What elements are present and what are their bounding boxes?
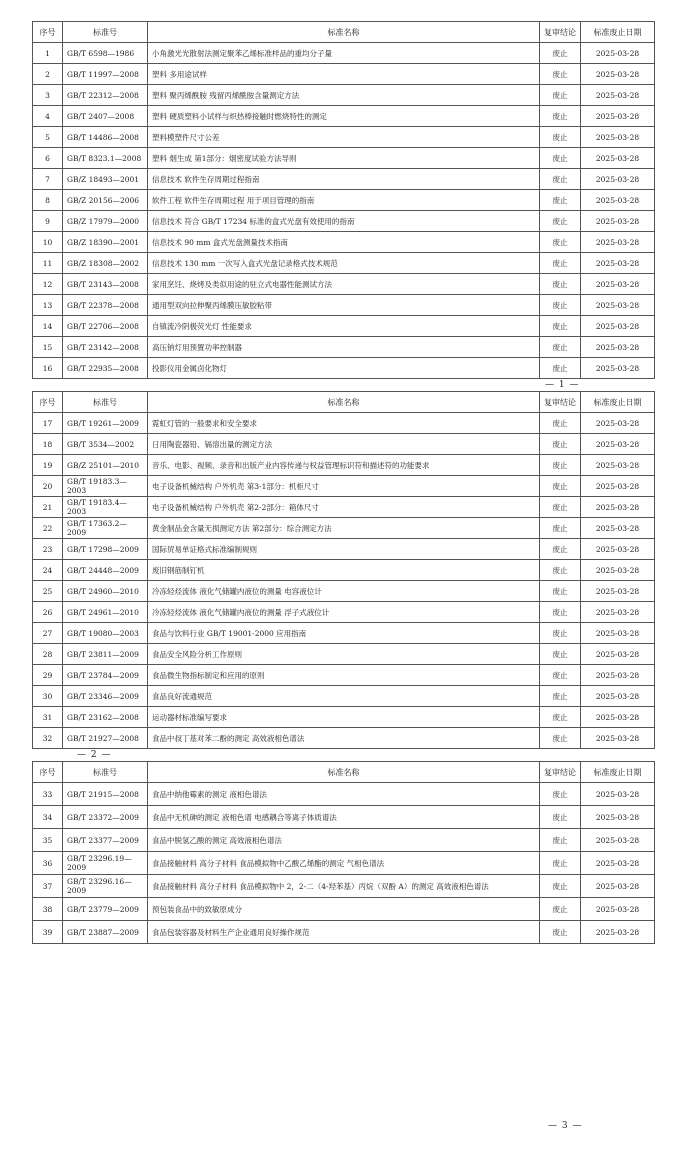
cell-standard-name: 信息技术 90 mm 盒式光盘测量技术指南 [148,232,540,253]
cell-review-conclusion: 废止 [540,64,581,85]
cell-standard-name: 食品微生物指标制定和应用的原则 [148,665,540,686]
cell-abolish-date: 2025-03-28 [581,539,655,560]
header-seq: 序号 [33,22,63,43]
cell-seq: 13 [33,295,63,316]
cell-abolish-date: 2025-03-28 [581,85,655,106]
cell-standard-name: 投影仪用金属卤化物灯 [148,358,540,379]
cell-seq: 18 [33,434,63,455]
cell-review-conclusion: 废止 [540,295,581,316]
cell-seq: 15 [33,337,63,358]
table-row [33,358,655,379]
table-row [33,211,655,232]
cell-abolish-date: 2025-03-28 [581,232,655,253]
cell-review-conclusion: 废止 [540,169,581,190]
page-number: — 2 — [77,750,112,760]
cell-standard-name: 废旧钢筋制钉机 [148,560,540,581]
header-standard-name: 标准名称 [148,762,540,783]
cell-seq: 20 [33,476,63,497]
table-row [33,127,655,148]
header-seq: 序号 [33,762,63,783]
cell-abolish-date: 2025-03-28 [581,829,655,852]
cell-standard-name: 塑料 聚丙烯酰胺 残留丙烯酰胺含量测定方法 [148,85,540,106]
cell-standard-no: GB/T 24961—2010 [63,602,148,623]
header-abolish-date: 标准废止日期 [581,762,655,783]
cell-standard-name: 塑料 烟生成 第1部分：烟密度试验方法导则 [148,148,540,169]
cell-standard-no: GB/T 23143—2008 [63,274,148,295]
cell-standard-name: 塑料 硬质塑料小试样与炽热棒接触时燃烧特性的测定 [148,106,540,127]
cell-seq: 16 [33,358,63,379]
cell-standard-name: 信息技术 130 mm 一次写入盒式光盘记录格式技术规范 [148,253,540,274]
cell-seq: 32 [33,728,63,749]
table-row [33,665,655,686]
cell-standard-no: GB/T 22312—2008 [63,85,148,106]
cell-review-conclusion: 废止 [540,127,581,148]
cell-standard-no: GB/T 23887—2009 [63,921,148,944]
cell-abolish-date: 2025-03-28 [581,728,655,749]
cell-abolish-date: 2025-03-28 [581,316,655,337]
cell-standard-name: 高压钠灯用预置功率控制器 [148,337,540,358]
table-row [33,274,655,295]
cell-review-conclusion: 废止 [540,921,581,944]
cell-seq: 5 [33,127,63,148]
cell-abolish-date: 2025-03-28 [581,518,655,539]
cell-review-conclusion: 废止 [540,644,581,665]
cell-review-conclusion: 废止 [540,539,581,560]
cell-abolish-date: 2025-03-28 [581,898,655,921]
cell-standard-no: GB/T 21915—2008 [63,783,148,806]
cell-review-conclusion: 废止 [540,253,581,274]
cell-review-conclusion: 废止 [540,455,581,476]
cell-review-conclusion: 废止 [540,728,581,749]
cell-standard-no: GB/T 8323.1—2008 [63,148,148,169]
cell-abolish-date: 2025-03-28 [581,274,655,295]
cell-standard-name: 音乐、电影、视频、录音和出版产业内容传递与权益管理标识符和描述符的功能要求 [148,455,540,476]
cell-standard-no: GB/T 23296.19—2009 [63,852,148,875]
table-row [33,728,655,749]
cell-standard-name: 信息技术 符合 GB/T 17234 标准的盒式光盘有效使用的指南 [148,211,540,232]
cell-abolish-date: 2025-03-28 [581,602,655,623]
cell-seq: 39 [33,921,63,944]
table-row [33,518,655,539]
cell-standard-name: 运动器材标准编写要求 [148,707,540,728]
cell-abolish-date: 2025-03-28 [581,665,655,686]
cell-abolish-date: 2025-03-28 [581,253,655,274]
table-row [33,829,655,852]
cell-standard-name: 家用烹饪、烧烤及类似用途的驻立式电器性能测试方法 [148,274,540,295]
cell-seq: 10 [33,232,63,253]
table-row [33,106,655,127]
cell-standard-no: GB/T 23811—2009 [63,644,148,665]
cell-seq: 25 [33,581,63,602]
cell-review-conclusion: 废止 [540,85,581,106]
cell-standard-no: GB/T 19080—2003 [63,623,148,644]
cell-standard-no: GB/Z 18390—2001 [63,232,148,253]
cell-seq: 33 [33,783,63,806]
table-row [33,497,655,518]
cell-standard-name: 黄金制品金含量无损测定方法 第2部分：综合测定方法 [148,518,540,539]
cell-abolish-date: 2025-03-28 [581,455,655,476]
header-seq: 序号 [33,392,63,413]
cell-standard-name: 霓虹灯管的一般要求和安全要求 [148,413,540,434]
standards-table-2 [32,391,655,749]
cell-standard-no: GB/T 22706—2008 [63,316,148,337]
cell-seq: 21 [33,497,63,518]
header-standard-name: 标准名称 [148,22,540,43]
cell-standard-no: GB/T 23784—2009 [63,665,148,686]
cell-standard-no: GB/T 19183.3—2003 [63,476,148,497]
cell-abolish-date: 2025-03-28 [581,921,655,944]
cell-seq: 6 [33,148,63,169]
cell-abolish-date: 2025-03-28 [581,43,655,64]
cell-seq: 30 [33,686,63,707]
table-row [33,602,655,623]
cell-abolish-date: 2025-03-28 [581,148,655,169]
cell-standard-name: 日用陶瓷器铅、镉溶出量的测定方法 [148,434,540,455]
table-row [33,875,655,898]
cell-review-conclusion: 废止 [540,434,581,455]
cell-standard-name: 冷冻轻烃流体 液化气储罐内液位的测量 浮子式液位计 [148,602,540,623]
cell-seq: 9 [33,211,63,232]
cell-review-conclusion: 废止 [540,274,581,295]
cell-review-conclusion: 废止 [540,852,581,875]
cell-standard-no: GB/T 6598—1986 [63,43,148,64]
cell-standard-no: GB/T 23346—2009 [63,686,148,707]
page-number: — 3 — [548,1121,583,1131]
cell-standard-name: 信息技术 软件生存周期过程指南 [148,169,540,190]
cell-standard-name: 塑料 多用途试样 [148,64,540,85]
cell-review-conclusion: 废止 [540,623,581,644]
cell-standard-no: GB/T 17363.2—2009 [63,518,148,539]
cell-seq: 3 [33,85,63,106]
cell-standard-name: 食品安全风险分析工作原则 [148,644,540,665]
cell-abolish-date: 2025-03-28 [581,623,655,644]
cell-standard-no: GB/T 23779—2009 [63,898,148,921]
cell-standard-no: GB/T 3534—2002 [63,434,148,455]
cell-seq: 19 [33,455,63,476]
header-review-conclusion: 复审结论 [540,22,581,43]
cell-seq: 34 [33,806,63,829]
cell-review-conclusion: 废止 [540,148,581,169]
cell-standard-name: 通用型双向拉伸聚丙烯膜压敏胶粘带 [148,295,540,316]
cell-standard-name: 小角激光光散射法测定聚苯乙烯标准样品的重均分子量 [148,43,540,64]
cell-abolish-date: 2025-03-28 [581,560,655,581]
standards-table-1 [32,21,655,379]
cell-standard-no: GB/T 22378—2008 [63,295,148,316]
cell-standard-name: 电子设备机械结构 户外机壳 第2-2部分：箱体尺寸 [148,497,540,518]
cell-seq: 1 [33,43,63,64]
table-row [33,337,655,358]
cell-abolish-date: 2025-03-28 [581,686,655,707]
cell-seq: 8 [33,190,63,211]
cell-abolish-date: 2025-03-28 [581,476,655,497]
cell-abolish-date: 2025-03-28 [581,434,655,455]
table-row [33,921,655,944]
header-row [33,762,655,783]
cell-standard-no: GB/T 23372—2009 [63,806,148,829]
header-standard-no: 标准号 [63,762,148,783]
cell-seq: 22 [33,518,63,539]
cell-review-conclusion: 废止 [540,560,581,581]
cell-seq: 17 [33,413,63,434]
table-row [33,169,655,190]
cell-abolish-date: 2025-03-28 [581,497,655,518]
cell-seq: 12 [33,274,63,295]
table-row [33,413,655,434]
cell-review-conclusion: 废止 [540,602,581,623]
header-review-conclusion: 复审结论 [540,762,581,783]
cell-standard-no: GB/Z 18308—2002 [63,253,148,274]
cell-standard-no: GB/Z 17979—2000 [63,211,148,232]
cell-abolish-date: 2025-03-28 [581,64,655,85]
table-row [33,64,655,85]
table-row [33,623,655,644]
cell-standard-name: 食品接触材料 高分子材料 食品模拟物中 2，2-二（4-羟苯基）丙烷（双酚 A）的测定 高效液相色谱法 [148,875,540,898]
table-row [33,783,655,806]
cell-standard-no: GB/T 14486—2008 [63,127,148,148]
cell-review-conclusion: 废止 [540,806,581,829]
cell-abolish-date: 2025-03-28 [581,644,655,665]
table-row [33,539,655,560]
cell-abolish-date: 2025-03-28 [581,875,655,898]
cell-review-conclusion: 废止 [540,783,581,806]
cell-standard-name: 国际贸易单证格式标准编制规则 [148,539,540,560]
cell-standard-name: 食品中无机砷的测定 液相色谱 电感耦合等离子体质谱法 [148,806,540,829]
cell-seq: 28 [33,644,63,665]
cell-seq: 7 [33,169,63,190]
cell-standard-no: GB/T 11997—2008 [63,64,148,85]
cell-review-conclusion: 废止 [540,665,581,686]
cell-standard-no: GB/Z 18493—2001 [63,169,148,190]
cell-abolish-date: 2025-03-28 [581,783,655,806]
cell-abolish-date: 2025-03-28 [581,413,655,434]
cell-review-conclusion: 废止 [540,476,581,497]
cell-standard-name: 食品包装容器及材料生产企业通用良好操作规范 [148,921,540,944]
table-row [33,295,655,316]
table-row [33,686,655,707]
table-row [33,581,655,602]
table-row [33,148,655,169]
table-row [33,43,655,64]
cell-review-conclusion: 废止 [540,518,581,539]
cell-review-conclusion: 废止 [540,898,581,921]
cell-review-conclusion: 废止 [540,190,581,211]
cell-abolish-date: 2025-03-28 [581,581,655,602]
header-abolish-date: 标准废止日期 [581,22,655,43]
cell-review-conclusion: 废止 [540,106,581,127]
cell-standard-no: GB/T 17298—2009 [63,539,148,560]
cell-standard-name: 冷冻轻烃流体 液化气储罐内液位的测量 电容液位计 [148,581,540,602]
header-standard-name: 标准名称 [148,392,540,413]
table-row [33,852,655,875]
cell-abolish-date: 2025-03-28 [581,190,655,211]
cell-standard-name: 食品接触材料 高分子材料 食品模拟物中乙酸乙烯酯的测定 气相色谱法 [148,852,540,875]
cell-review-conclusion: 废止 [540,43,581,64]
cell-abolish-date: 2025-03-28 [581,707,655,728]
table-row [33,560,655,581]
table-row [33,85,655,106]
cell-standard-name: 食品中纳他霉素的测定 液相色谱法 [148,783,540,806]
cell-review-conclusion: 废止 [540,413,581,434]
header-review-conclusion: 复审结论 [540,392,581,413]
cell-standard-no: GB/Z 20156—2006 [63,190,148,211]
cell-standard-name: 食品中叔丁基对苯二酚的测定 高效液相色谱法 [148,728,540,749]
cell-abolish-date: 2025-03-28 [581,358,655,379]
table-row [33,190,655,211]
cell-review-conclusion: 废止 [540,581,581,602]
table-row [33,232,655,253]
cell-review-conclusion: 废止 [540,316,581,337]
cell-standard-name: 自镇流冷阴极荧光灯 性能要求 [148,316,540,337]
cell-standard-name: 食品与饮料行业 GB/T 19001-2000 应用指南 [148,623,540,644]
cell-seq: 27 [33,623,63,644]
cell-seq: 4 [33,106,63,127]
cell-abolish-date: 2025-03-28 [581,295,655,316]
cell-seq: 35 [33,829,63,852]
cell-abolish-date: 2025-03-28 [581,169,655,190]
cell-seq: 36 [33,852,63,875]
cell-standard-no: GB/T 19261—2009 [63,413,148,434]
cell-review-conclusion: 废止 [540,707,581,728]
cell-abolish-date: 2025-03-28 [581,127,655,148]
cell-standard-no: GB/T 21927—2008 [63,728,148,749]
cell-standard-no: GB/T 19183.4—2003 [63,497,148,518]
cell-standard-no: GB/T 24448—2009 [63,560,148,581]
page-number: — 1 — [545,380,580,390]
table-row [33,707,655,728]
cell-seq: 26 [33,602,63,623]
cell-standard-name: 电子设备机械结构 户外机壳 第3-1部分：机柜尺寸 [148,476,540,497]
cell-standard-no: GB/T 23142—2008 [63,337,148,358]
cell-standard-name: 软件工程 软件生存周期过程 用于项目管理的指南 [148,190,540,211]
table-row [33,644,655,665]
cell-standard-no: GB/T 22935—2008 [63,358,148,379]
cell-review-conclusion: 废止 [540,211,581,232]
cell-standard-no: GB/Z 25101—2010 [63,455,148,476]
table-row [33,806,655,829]
table-row [33,316,655,337]
header-standard-no: 标准号 [63,392,148,413]
cell-abolish-date: 2025-03-28 [581,211,655,232]
cell-standard-name: 食品中脱氢乙酸的测定 高效液相色谱法 [148,829,540,852]
table-row [33,476,655,497]
cell-seq: 11 [33,253,63,274]
table-row [33,434,655,455]
cell-review-conclusion: 废止 [540,686,581,707]
cell-standard-no: GB/T 23162—2008 [63,707,148,728]
cell-review-conclusion: 废止 [540,875,581,898]
cell-standard-no: GB/T 2407—2008 [63,106,148,127]
cell-review-conclusion: 废止 [540,358,581,379]
cell-seq: 14 [33,316,63,337]
cell-abolish-date: 2025-03-28 [581,106,655,127]
cell-standard-no: GB/T 24960—2010 [63,581,148,602]
table-row [33,455,655,476]
header-standard-no: 标准号 [63,22,148,43]
cell-seq: 38 [33,898,63,921]
table-row [33,898,655,921]
header-row [33,392,655,413]
table-row [33,253,655,274]
cell-seq: 31 [33,707,63,728]
cell-review-conclusion: 废止 [540,232,581,253]
cell-seq: 37 [33,875,63,898]
header-abolish-date: 标准废止日期 [581,392,655,413]
cell-abolish-date: 2025-03-28 [581,852,655,875]
cell-standard-name: 食品良好流通规范 [148,686,540,707]
cell-seq: 29 [33,665,63,686]
cell-standard-no: GB/T 23377—2009 [63,829,148,852]
cell-standard-name: 塑料模塑件尺寸公差 [148,127,540,148]
cell-review-conclusion: 废止 [540,829,581,852]
standards-table-3 [32,761,655,944]
cell-seq: 23 [33,539,63,560]
cell-standard-name: 预包装食品中的致敏原成分 [148,898,540,921]
cell-abolish-date: 2025-03-28 [581,806,655,829]
cell-abolish-date: 2025-03-28 [581,337,655,358]
cell-seq: 2 [33,64,63,85]
cell-review-conclusion: 废止 [540,337,581,358]
cell-seq: 24 [33,560,63,581]
cell-standard-no: GB/T 23296.16—2009 [63,875,148,898]
cell-review-conclusion: 废止 [540,497,581,518]
header-row [33,22,655,43]
